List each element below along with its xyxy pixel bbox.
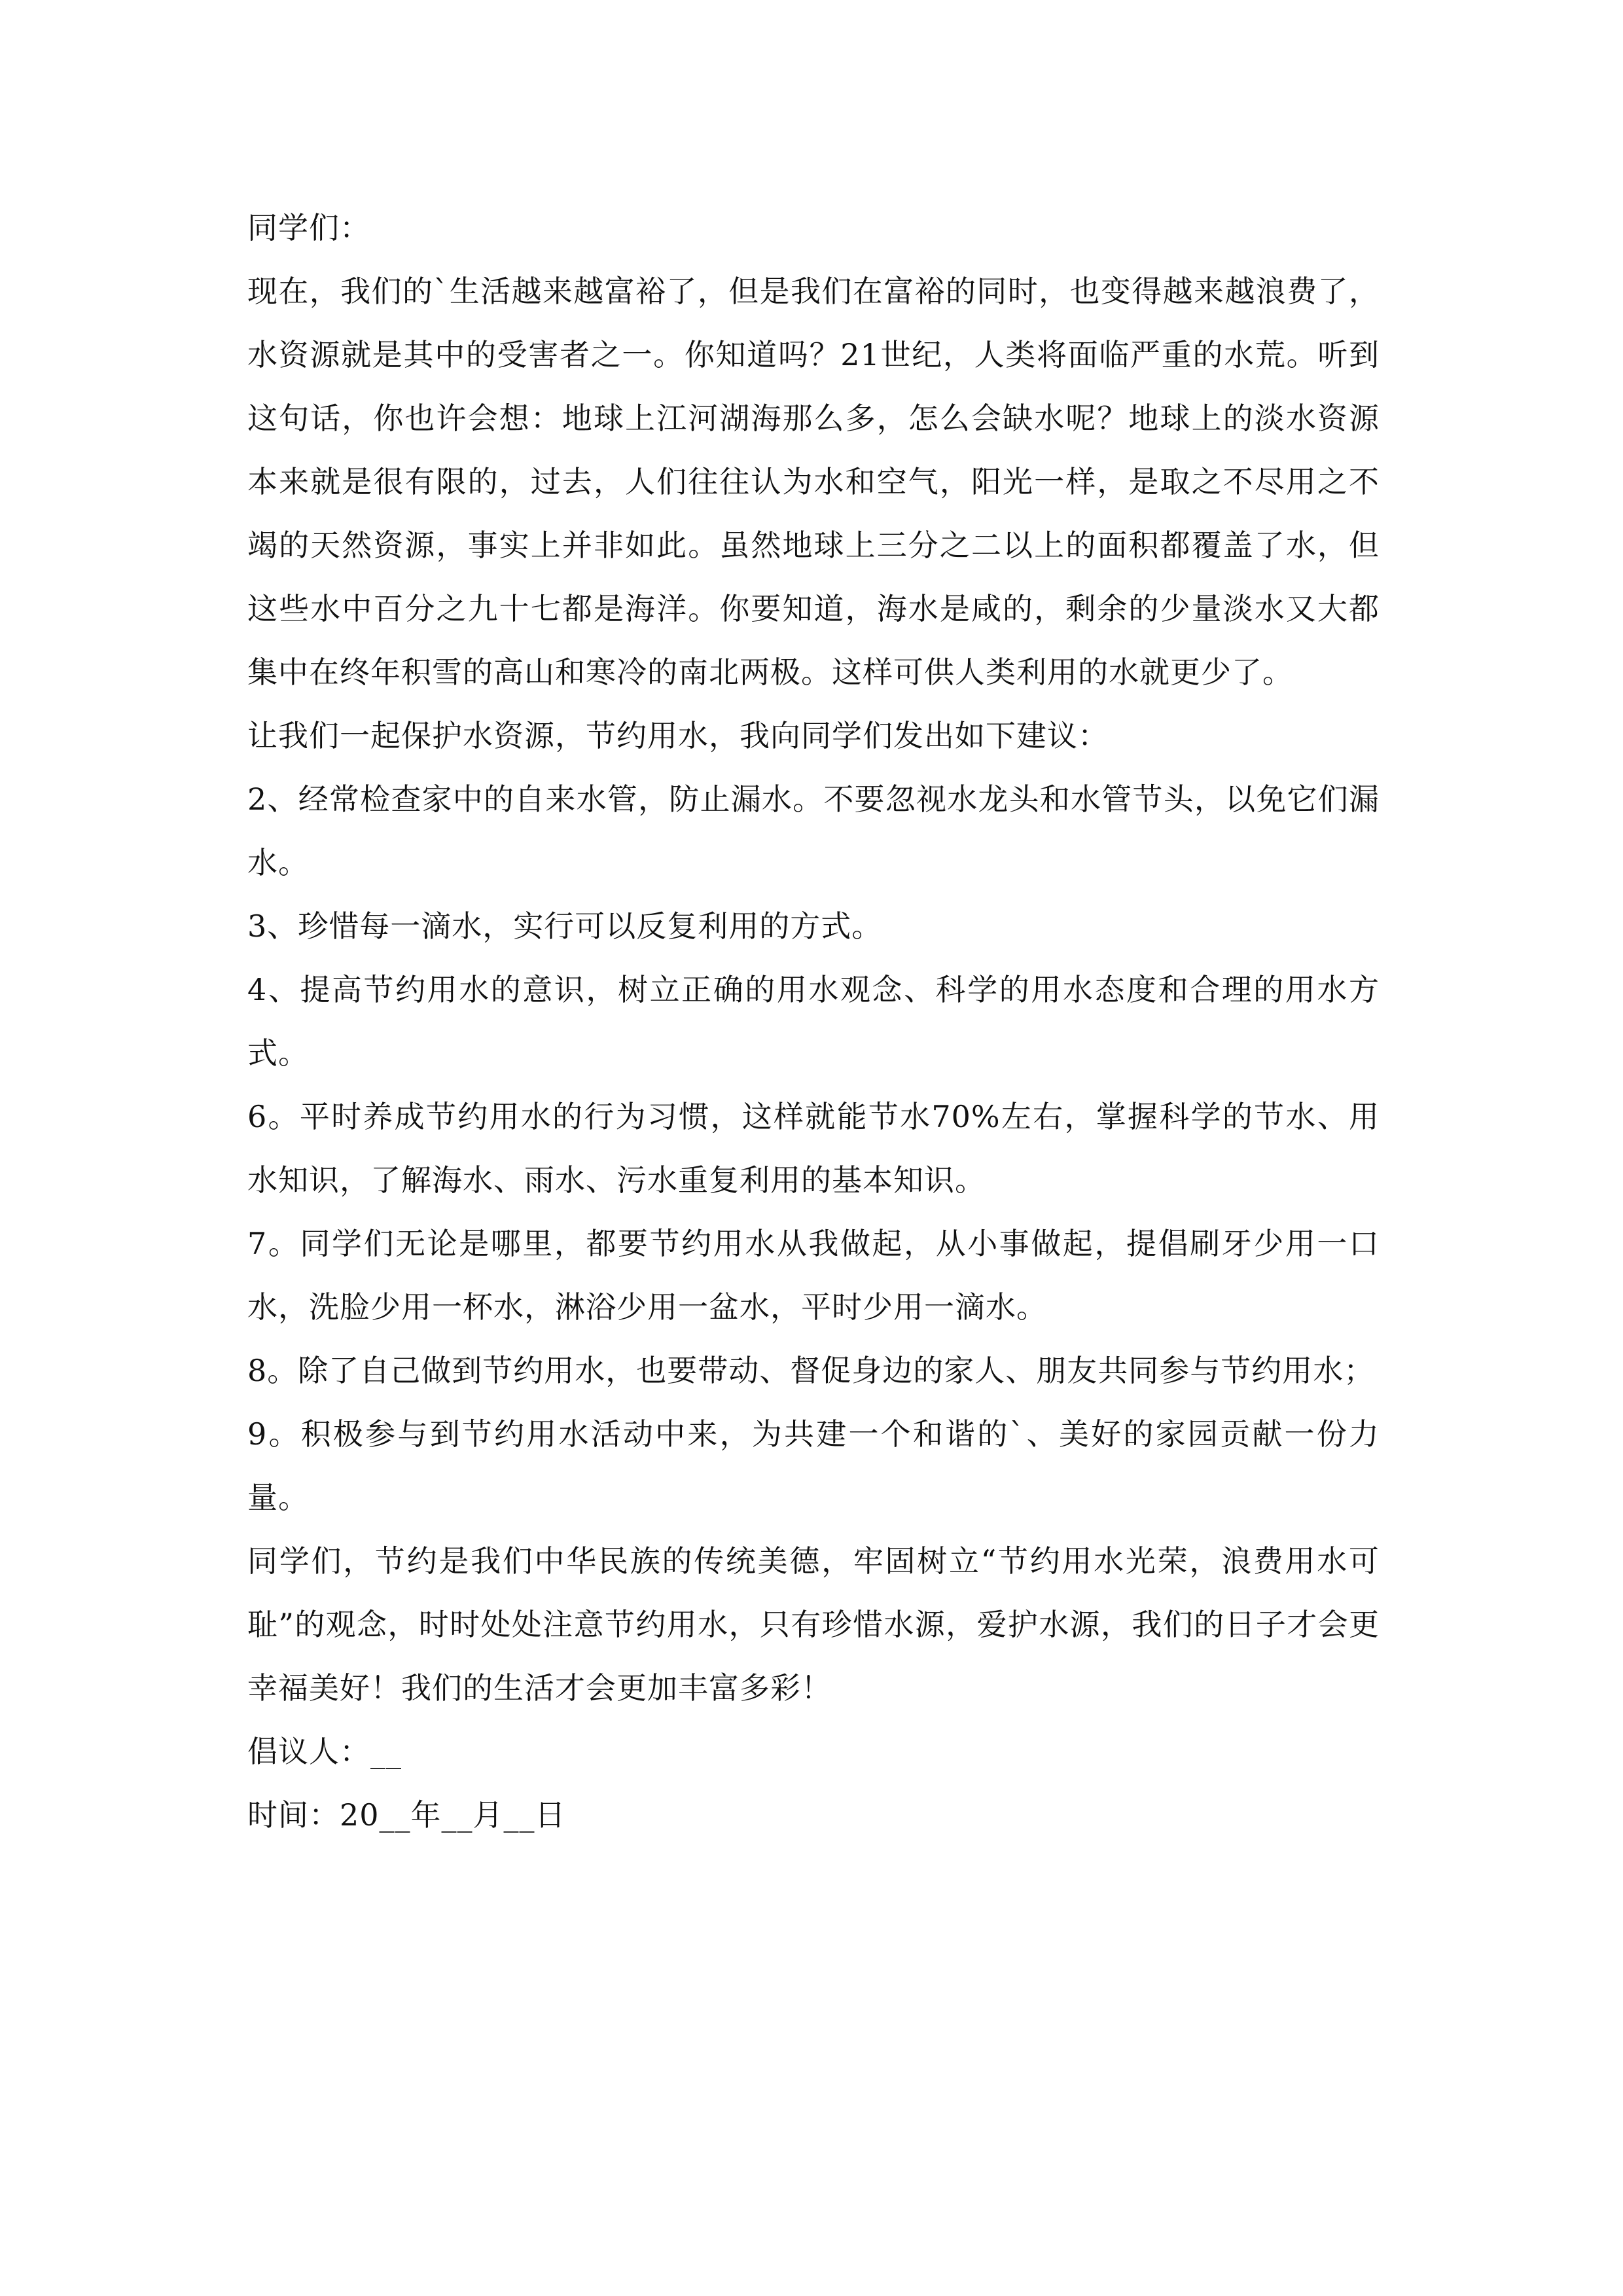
salutation: 同学们： <box>247 210 370 245</box>
paragraph-closing: 同学们，节约是我们中华民族的传统美德，牢固树立“节约用水光荣，浪费用水可耻”的观念，时时处处注意节约用水，只有珍惜水源，爱护水源，我们的日子才会更幸福美好！我们的生活才会更加丰富多彩！ <box>247 1543 1380 1706</box>
paragraph-proposal: 让我们一起保护水资源，节约用水，我向同学们发出如下建议： <box>247 718 1109 753</box>
suggestion-item-7: 7。同学们无论是哪里，都要节约用水从我做起，从小事做起，提倡刷牙少用一口水，洗脸少用一杯水，淋浴少用一盆水，平时少用一滴水。 <box>247 1226 1380 1325</box>
suggestion-item-9: 9。积极参与到节约用水活动中来，为共建一个和谐的`、美好的家园贡献一份力量。 <box>247 1416 1380 1515</box>
suggestion-item-2: 2、经常检查家中的自来水管，防止漏水。不要忽视水龙头和水管节头，以免它们漏水。 <box>247 781 1380 880</box>
suggestion-item-8: 8。除了自己做到节约用水，也要带动、督促身边的家人、朋友共同参与节约用水； <box>247 1353 1375 1388</box>
suggestion-item-4: 4、提高节约用水的意识，树立正确的用水观念、科学的用水态度和合理的用水方式。 <box>247 972 1380 1071</box>
document-body <box>247 196 1380 1847</box>
paragraph-intro: 现在，我们的`生活越来越富裕了，但是我们在富裕的同时，也变得越来越浪费了，水资源就是其中的受害者之一。你知道吗？21世纪，人类将面临严重的水荒。听到这句话，你也许会想：地球上江河湖海那么多，怎么会缺水呢？地球上的淡水资源本来就是很有限的，过去，人们往往认为水和空气，阳光一样，是取之不尽用之不竭的天然资源，事实上并非如此。虽然地球上三分之二以上的面积都覆盖了水，但这些水中百分之九十七都是海洋。你要知道，海水是咸的，剩余的少量淡水又大都集中在终年积雪的高山和寒冷的南北两极。这样可供人类利用的水就更少了。 <box>247 274 1380 690</box>
suggestion-item-3: 3、珍惜每一滴水，实行可以反复利用的方式。 <box>247 908 883 944</box>
date-line: 时间：20__年__月__日 <box>247 1797 566 1833</box>
signature-line: 倡议人：__ <box>247 1734 402 1769</box>
suggestion-item-6: 6。平时养成节约用水的行为习惯，这样就能节水70%左右，掌握科学的节水、用水知识，了解海水、雨水、污水重复利用的基本知识。 <box>247 1099 1380 1198</box>
